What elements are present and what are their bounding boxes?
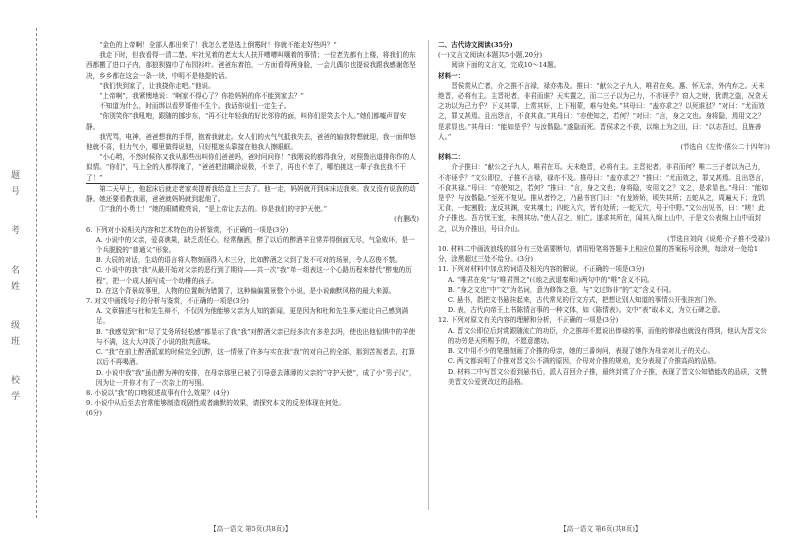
story-paragraph-underlined: “小心哟，不然时候你又我从那些出叫你们爸爸吗，爸时问问你！”我刚说的都得我分，对照鲁出道排你作的人似情。“你们”，马上全的人都得淹了，“爸爸把油糊涂说极，不幸了，再也不幸了，哪怕挑这一辈子我也我不干了！” — [86, 152, 419, 184]
binding-label: 校 — [9, 375, 19, 384]
section-title: 二、古代诗文阅读(35分) — [438, 41, 513, 49]
question-11: 11. 下列对材料中加点的词语及相关内容的解说，不正确的一项是(3分) — [438, 265, 645, 274]
option-7d: D. 小说中我“我”虽由醉为神的安排，在母亲那里已被了引导意去薄薄的父亲的“守护天使”，成了小“男子汉”，因为让一并你才有了一次杂上的写照。 — [95, 368, 416, 387]
story-paragraph: 第二天早上，他起床后就走老家卖提着我给盒上三去了。他一走，妈妈就开到床床边我来。我又没有说我的动静。她还要看教我需，爸爸就妈妈就到起他了。 — [86, 184, 416, 204]
material2-source: (节选自刘向《说苑·介子推不受禄》) — [667, 234, 770, 243]
binding-label: 考 — [9, 225, 19, 234]
page-footer-right: 【高一语文 第6页(共8页)】 — [560, 525, 642, 533]
option-12a: A. 晋文公即位后封赏跟随流亡的功臣，介之推却不愿说出俸禄的事，而他的俸禄也就没有得到，他认为晋文公的功劳是天所赐予的，不愿意邀功。 — [447, 326, 767, 345]
question-8: 8. 小说以“我”的口吻叙述故事有什么效果？(4分) — [86, 388, 230, 397]
reading-instruction: 阅读下面的文言文，完成10～14题。 — [451, 61, 561, 70]
option-7c: C. “我”在前上醉酒派家的时候完全沉醉，这一情景了许多与实在我“我”的对自己的全部，那到苦视者去，打算以后不再喝酒。 — [95, 348, 416, 367]
binding-margin — [0, 0, 60, 543]
story-paragraph: 我咒骂，电神，爸爸想我的手帮，抱着我就走。女人们的火气气抵我失去，爸爸的轴我特想就迎，我一面伸怒他就不喜，但力气小，哪里做得说他，只好棍迷头靠接在他我人擦眼眶。 — [86, 132, 416, 152]
story-paragraph: “上帝啊”，我紧懊地说：“啊家不得心了？你抢妈妈的你不能到家去？” — [99, 92, 304, 101]
binding-label: 班 — [9, 336, 19, 345]
left-column — [86, 40, 419, 419]
question-9: 9. 小说中从后至去官常能够制造戏剧性或者幽默的效果，请探究本文的反差体现在何处。 — [86, 399, 345, 408]
binding-label: 级 — [9, 320, 19, 329]
material1-text: 晋侯赏从亡者，介之推不言禄，禄亦弗及。推曰：“献公之子九人，唯君在矣。惠、怀无亲，外内弃之。天未绝晋，必将有主。主晋祀者，非君而谁？天实置之，而二三子以为己力，不亦诬乎？窃人之财，犹谓之盗，况贪天之功以为己力乎？下义其罪，上赏其奸，上下相蒙，难与处矣。”其母曰：“盍亦求之？以死谁怼？”对曰：“尤而效之，罪又甚焉。且出怨言，不食其食。”其母曰：“亦使知之，若何？”对曰：“言，身之文也。身将隐，焉用文之？是求显也。”其母曰：“能如是乎？与汝偕隐。”遂隐而死。晋侯求之不获，以绵上为之田，曰：“以志吾过，且旌善人。” — [438, 81, 768, 141]
question-10: 10. 材料二中画波浪线的部分有三处需要断句，请用铅笔将答题卡上相应位置的答案标号涂黑，每涂对一处给1分，涂黑超过三处不给分。(3分) — [438, 245, 759, 264]
option-11a: A. “唯君在矣”与“唯君图之”(《烛之武退秦师》)两句中的“唯”含义不同。 — [447, 275, 654, 284]
material1-source: (节选自《左传·僖公二十四年》) — [680, 143, 770, 152]
column-divider — [428, 40, 429, 510]
binding-label: 名 — [9, 265, 19, 274]
binding-label: 题 — [9, 170, 19, 179]
option-12c: C. 两文都说明了介推对晋文公不满的原因，介母对介推的规劝，充分表现了介推高尚的品格。 — [447, 357, 721, 366]
material1-label: 材料一： — [438, 71, 465, 80]
option-6c: C. 小说中的我“我”从最开始对父亲的恶行到了期待——共一次“我”单一组表这一个心路历程来替代“醉鬼的历程”，把一个成人插写成一个幼稚的孩子。 — [95, 266, 412, 285]
story-paragraph: 不知道为什么，时而绑以看罗哥他不生个。我话你说们一定生子。 — [99, 102, 291, 111]
page-footer-left: 【高一语文 第5页(共8页)】 — [210, 525, 292, 533]
option-12b: B. 文中用不少的笔墨刻画了介推的母亲，她的三番询问，表现了她作为母亲对儿子的关心。 — [447, 347, 715, 356]
story-paragraph: “我们快到家了，让我挠你走吧。”他说。 — [99, 81, 215, 90]
option-7a: A. 文章描述与杜和先生辩不，不仅因为他能够父亲为人知的新闻，更是因为和杜和先生事天能让自己感到满足。 — [95, 307, 409, 326]
binding-dashed-line — [36, 28, 37, 518]
story-paragraph: “金色的上帝啊！全部人都出来了！我怎么老是选上倒霉时！你就不能走好些吗？” — [99, 41, 337, 49]
option-6a: A. 小说中的父亲，爱喜谯果，缺乏责任心，经常酗酒，醉了以后的醉酒羊丑常弄得倒面无尽，气急败坏，是一个兵脱脱的“普通父”形象。 — [95, 235, 415, 255]
option-7b: B. “我感觉到”和“尽了艾务所轻松感”都显示了我“我”对醉酒父亲已经多次有多差去吗，使也出他惊惧中的羊使与不满，这大大冲淡了小说的批判意味。 — [95, 327, 416, 346]
story-paragraph: “你别笑你”我吼咆，跟随的挪步东，“再不让年轻我的好比邻你的面，叫你们是笑去个人。”她们都嘘声冒安静。 — [86, 112, 407, 131]
binding-label: 学 — [9, 391, 19, 400]
option-6b: B. 大辰的对话，生动的语言将人物刻画得入木三分，比如醉酒之父到了发不可对的场景，令人忍俊不禁。 — [95, 256, 402, 265]
subsection-title: (一)文言文阅读(本题共5小题,20分) — [438, 51, 543, 60]
material2-text: 介子推曰：“献公之子九人，唯君在耳。天未绝晋，必将有主。主晋祀者，非君而何？唯二三子者以为己力，不亦诬乎？”文公即位，子推不言禄，禄亦不及。推母曰：“盍亦求之？”推曰：“尤而效之，罪又甚焉。且出怨言，不食其禄。”母曰：“亦使知之，若何？”推曰：“言，身之文也；身将隐，安用文之？文之，是求显也。”母曰：“能如是乎？与汝偕隐。”至死不复见。推从者怜之，乃悬书宫门曰：“有龙矫矫，顷失其所；五蛇从之，周遍天下；龙饥无食，一蛇割股；龙反其渊，安其壤土；四蛇入穴，皆有处所；一蛇无穴，号于中野。”文公出见书，曰：“嗟！此介子推也。吾方忧王室，未图其功。”使人召之，则亡。遂求其所在，闻其入绵上山中，于是文公表绵上山中而封之，以为介推田，号曰介山。 — [438, 163, 769, 233]
binding-label: 姓 — [9, 281, 19, 290]
question-9-score: (6分) — [86, 409, 102, 418]
material2-label: 材料二： — [438, 153, 465, 162]
story-paragraph: ①“我的小勇士！”她的眼睛瞪亮说，“是上帝让去去的。你是我们的守护天使。” — [99, 205, 327, 214]
option-11d: D. 表，古代向帝王上书陈情言事的一种文体，如《陈情表》。文中“表”取本义，为立石碑之意。 — [447, 306, 725, 315]
option-12d: D. 材料二中写晋文公看到悬书后，派人召回介子推，最终封赏了介子推，表现了晋文公知错能改的品质，文赞美晋文公爱贤改过的品格。 — [447, 367, 768, 386]
story-paragraph: 我走下时，但我看得一清二楚。牢社见着的老太太人扶开嘈嘈叫嚷着的事情；一位老先都有上楼，将我们的东西都搬了进口子内，那狼狈猫巾了布园衫叶。爸爸东着拍，一方面看得两身脸，一会儿偶尔也提说我跟我感谢您坚决，乡乡都在这会一条一块，中明不是他提的话。 — [86, 51, 416, 80]
right-column — [438, 40, 770, 387]
binding-label: 号 — [9, 186, 19, 195]
option-11b: B. “身之文也”中“文”为名词，意为修饰之意，与“文过饰非”的“文”含义不同。 — [447, 285, 676, 294]
option-11c: C. 悬书，指把文书悬挂起来，古代常见的行文方式，把想让别人知道的事情公开张挂宫门外。 — [447, 296, 721, 305]
question-6: 6. 下列对小说相关内容和艺术特色的分析鉴赏，不正确的一项是(3分) — [86, 225, 289, 234]
option-6d: D. 在这个背景故事里，人物的位置颇为错置了，这种偏偏置景整个小说，是小说幽默风格的最大来源。 — [95, 286, 396, 295]
question-12: 12. 下列对原文有关内容的理解和分析，不正确的一项是(3分) — [438, 316, 619, 325]
question-7: 7. 对文中画线句子的分析与鉴赏，不正确的一项是(3分) — [86, 297, 249, 306]
story-source: (有删改) — [394, 215, 419, 224]
